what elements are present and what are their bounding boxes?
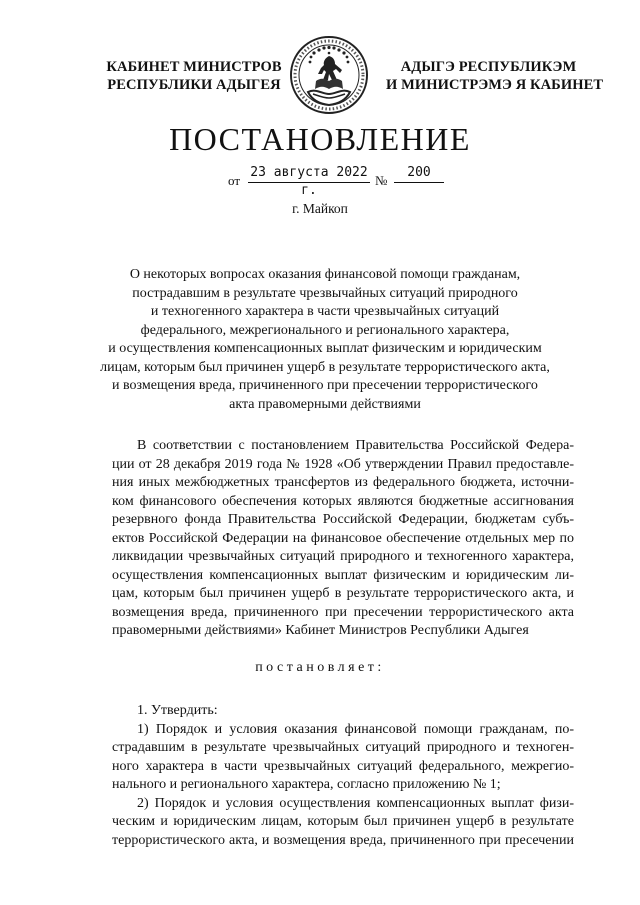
number-label: №: [375, 173, 388, 188]
clause-1-2-line: террористического акта, и возмещения вреда, причиненного при пресечении: [112, 832, 574, 848]
clause-1-2-line: 2) Порядок и условия осуществления компенсационных выплат физи-: [137, 795, 574, 811]
preamble-line: ции от 28 декабря 2019 года № 1928 «Об утверждении Правил предоставле-: [112, 456, 574, 472]
document-date: 23 августа 2022 г.: [248, 164, 370, 183]
issuer-header-adyghe: [386, 58, 604, 94]
issuer-header-line: РЕСПУБЛИКИ АДЫГЕЯ: [107, 77, 281, 93]
preamble-line: ком финансового обеспечения которых являются бюджетные ассигнования: [112, 493, 574, 509]
issuer-header-line: АДЫГЭ РЕСПУБЛИКЭМ: [400, 59, 577, 75]
clause-heading: 1. Утвердить:: [137, 703, 218, 718]
date-number-line: [228, 164, 448, 198]
subject-line: федерального, межрегионального и регионального характера,: [140, 322, 510, 338]
clause-1-1-line: 1) Порядок и условия оказания финансовой помощи гражданам, по-: [137, 721, 574, 737]
subject-line: акта правомерными действиями: [229, 396, 421, 412]
issuer-header-line: И МИНИСТРЭМЭ Я КАБИНЕТ: [386, 77, 604, 93]
preamble-line: резервного фонда Правительства Российской Федерации, бюджетам субъ-: [112, 512, 574, 527]
preamble-paragraph: [112, 437, 574, 641]
clause-1-1-line: страдавшим в результате чрезвычайных ситуаций природного и техноген-: [112, 740, 574, 755]
document-subject: [90, 266, 560, 414]
preamble-line: правомерными действиями» Кабинет Министров Республики Адыгея: [112, 623, 529, 638]
preamble-line: цам, которым был причинен ущерб в результате террористического акта, и: [112, 586, 574, 601]
preamble-line: возмещения вреда, причиненного при пресечении террористического акта: [112, 604, 574, 620]
subject-line: и осуществления компенсационных выплат физическим и юридическим: [108, 341, 542, 356]
preamble-line: ектов Российской Федерации на финансовое обеспечение отдельных мер по: [112, 530, 574, 546]
decree-word: постановляет:: [255, 660, 385, 675]
preamble-line: ликвидации чрезвычайных ситуаций природного и техногенного характера,: [112, 549, 574, 564]
subject-line: О некоторых вопросах оказания финансовой помощи гражданам,: [129, 267, 521, 282]
preamble-line: В соответствии с постановлением Правительства Российской Федера-: [137, 438, 574, 453]
preamble-line: осуществления компенсационных выплат физическим и юридическим ли-: [112, 567, 574, 583]
document-number: 200: [394, 164, 444, 183]
subject-line: и техногенного характера в части чрезвычайных ситуаций: [150, 304, 500, 319]
subject-line: пострадавшим в результате чрезвычайных ситуаций природного: [132, 285, 518, 301]
coat-of-arms-icon: [288, 34, 370, 116]
document-type-title: ПОСТАНОВЛЕНИЕ: [169, 121, 471, 157]
issuer-header-russian: [99, 58, 289, 94]
date-from-label: от: [228, 173, 241, 188]
clause-1-1-line: ного характера в части чрезвычайных ситуаций федерального, межрегио-: [112, 758, 574, 774]
clause-1-2-line: ческим и юридическим лицам, которым был причинен ущерб в результате: [112, 814, 574, 829]
subject-line: и возмещения вреда, причиненного при пресечении террористического: [112, 378, 538, 393]
clause-1: [112, 702, 574, 850]
preamble-line: ния иных межбюджетных трансфертов из федерального бюджета, источни-: [112, 475, 574, 490]
place-of-issue: г. Майкоп: [292, 201, 348, 216]
clause-1-1-line: нального и регионального характера, согласно приложению № 1;: [112, 777, 501, 792]
subject-line: лицам, которым был причинен ущерб в результате террористического акта,: [100, 359, 550, 375]
issuer-header-line: КАБИНЕТ МИНИСТРОВ: [106, 59, 282, 75]
